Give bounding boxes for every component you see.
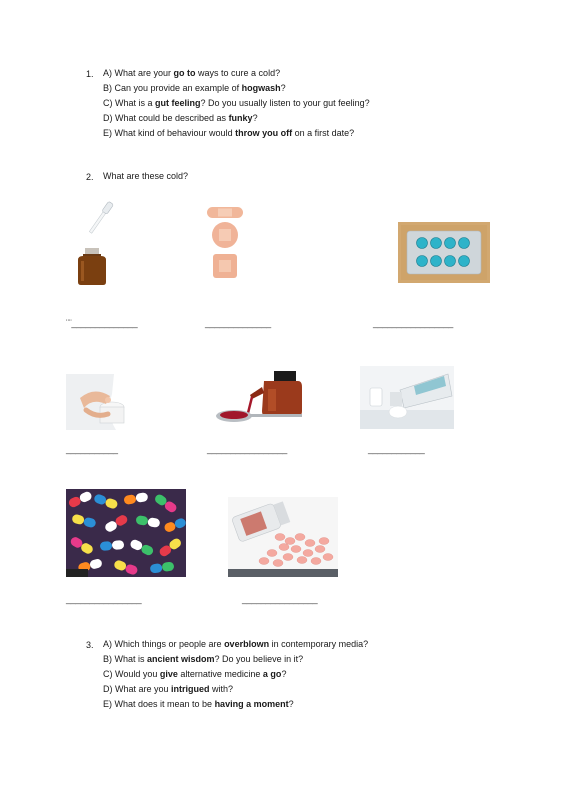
q3-b-term: ancient wisdom	[147, 654, 215, 664]
q3-c-term-2: a go	[262, 669, 282, 679]
q1-d-text-end: ?	[252, 113, 258, 123]
q3-c-term: give	[159, 669, 178, 679]
cream-tube-image	[360, 366, 454, 429]
q3-a-term: overblown	[224, 639, 270, 649]
q3-a-text-end: in contemporary media?	[269, 639, 369, 649]
answer-blank-5[interactable]: _________________	[207, 444, 287, 454]
q3-line-b	[103, 652, 368, 667]
q1-line-e	[103, 126, 370, 141]
blister-pack-image	[398, 222, 490, 283]
capsules-image	[66, 489, 186, 577]
q1-line-b	[103, 81, 370, 96]
q3-d-text-end: with?	[209, 684, 234, 694]
q1-b-term: hogwash	[241, 83, 281, 93]
q1-line-a	[103, 66, 370, 81]
q1-a-text: A) What are your	[103, 68, 174, 78]
answer-blank-2[interactable]: ______________	[205, 318, 271, 328]
q1-d-text: D) What could be described as	[103, 113, 229, 123]
q3-a-text: A) Which things or people are	[103, 639, 225, 649]
q3-line-c	[103, 667, 368, 682]
q2-text: What are these cold?	[103, 171, 189, 181]
q1-a-term: go to	[173, 68, 196, 78]
bandages-image	[205, 203, 245, 281]
q1-number: 1.	[86, 69, 94, 79]
q1-c-term: gut feeling	[155, 98, 201, 108]
spilled-pills-image	[228, 497, 338, 577]
q3-e-text: E) What does it mean to be	[103, 699, 215, 709]
syrup-spoon-image	[206, 371, 302, 427]
q3-c-text: C) Would you	[103, 669, 160, 679]
q3-c-text-mid: alternative medicine	[177, 669, 263, 679]
q3-d-text: D) What are you	[103, 684, 172, 694]
q3-b-text: B) What is	[103, 654, 148, 664]
q1-e-text-end: on a first date?	[292, 128, 355, 138]
q3-lines	[103, 637, 368, 712]
q3-line-a	[103, 637, 368, 652]
answer-blank-3[interactable]: _________________	[373, 318, 453, 328]
q1-c-text: C) What is a	[103, 98, 156, 108]
answer-blank-8[interactable]: ________________	[242, 594, 318, 604]
q3-b-text-end: ? Do you believe in it?	[214, 654, 304, 664]
q3-line-d	[103, 682, 368, 697]
q3-d-term: intrigued	[171, 684, 210, 694]
q1-b-text: B) Can you provide an example of	[103, 83, 242, 93]
q1-a-text-end: ways to cure a cold?	[195, 68, 281, 78]
q1-d-term: funky	[228, 113, 253, 123]
q3-e-term: having a moment	[214, 699, 289, 709]
q1-lines	[103, 66, 370, 141]
q1-c-text-end: ? Do you usually listen to your gut feeling?	[200, 98, 370, 108]
dropper-bottle-image	[66, 198, 124, 288]
q1-line-d	[103, 111, 370, 126]
q2-number: 2.	[86, 172, 94, 182]
answer-blank-7[interactable]: ________________	[66, 594, 142, 604]
q1-e-term: throw you off	[235, 128, 293, 138]
q3-line-e	[103, 697, 368, 712]
q1-e-text: E) What kind of behaviour would	[103, 128, 236, 138]
q1-line-c	[103, 96, 370, 111]
q1-b-text-end: ?	[280, 83, 286, 93]
q3-e-text-end: ?	[288, 699, 294, 709]
answer-blank-6[interactable]: ____________	[368, 444, 425, 454]
answer-blank-1[interactable]: ¨¨______________	[66, 318, 138, 328]
q3-c-text-end: ?	[281, 669, 287, 679]
ointment-jar-image	[66, 374, 142, 430]
q3-number: 3.	[86, 640, 94, 650]
answer-blank-4[interactable]: ___________	[66, 444, 118, 454]
